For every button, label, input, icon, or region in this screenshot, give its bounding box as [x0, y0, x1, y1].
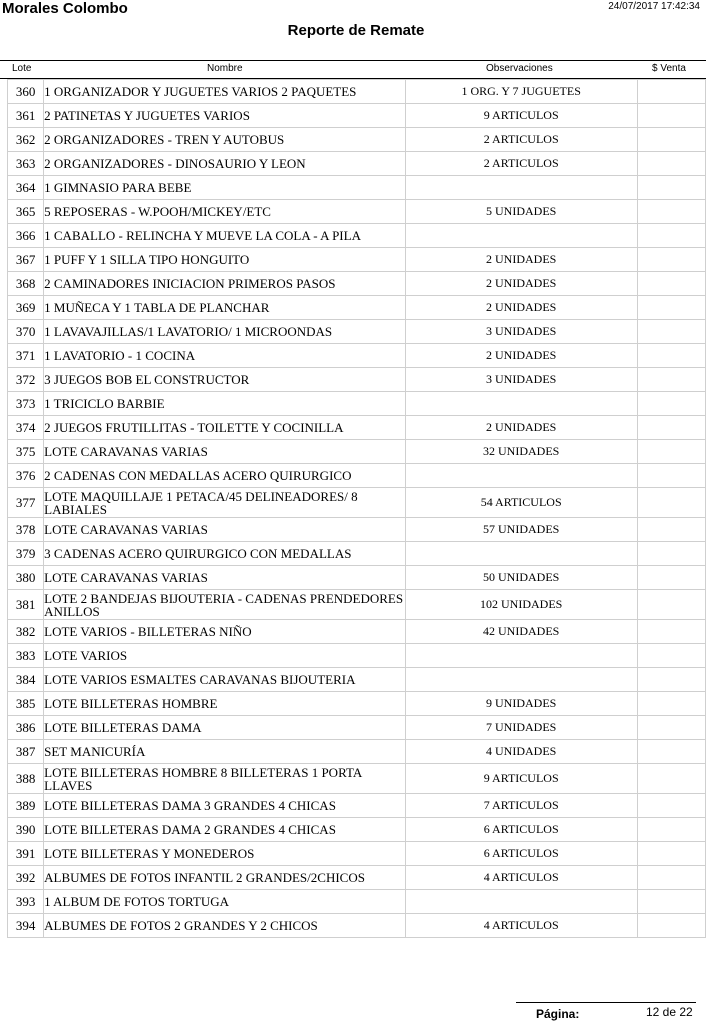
lot-sale-price — [637, 104, 705, 128]
column-header-row — [0, 60, 706, 79]
table-row — [8, 716, 706, 740]
table-row — [8, 440, 706, 464]
lot-observations-text: 54 ARTICULOS — [480, 495, 562, 509]
lot-sale-price — [637, 248, 705, 272]
lot-sale-price — [637, 200, 705, 224]
lot-observations — [405, 416, 637, 440]
lot-observations-text: 2 UNIDADES — [486, 252, 557, 266]
lot-number: 366 — [8, 224, 44, 248]
lot-number: 389 — [8, 794, 44, 818]
table-row — [8, 488, 706, 518]
lot-name: 1 LAVAVAJILLAS/1 LAVATORIO/ 1 MICROONDAS — [44, 320, 406, 344]
lot-name: 1 ORGANIZADOR Y JUGUETES VARIOS 2 PAQUETES — [44, 80, 406, 104]
lot-observations-text: 2 UNIDADES — [486, 348, 557, 362]
report-datetime: 24/07/2017 17:42:34 — [608, 1, 700, 12]
column-header-lote: Lote — [12, 63, 32, 74]
table-row — [8, 296, 706, 320]
column-header-observaciones: Observaciones — [486, 63, 553, 74]
lot-number: 365 — [8, 200, 44, 224]
lot-number: 391 — [8, 842, 44, 866]
lot-observations-text: 6 ARTICULOS — [483, 846, 559, 860]
lot-name: LOTE CARAVANAS VARIAS — [44, 566, 406, 590]
lot-sale-price — [637, 440, 705, 464]
lot-number: 386 — [8, 716, 44, 740]
table-row — [8, 200, 706, 224]
lot-observations — [405, 542, 637, 566]
lot-number: 370 — [8, 320, 44, 344]
lot-name: LOTE CARAVANAS VARIAS — [44, 518, 406, 542]
lot-observations — [405, 464, 637, 488]
lot-observations — [405, 320, 637, 344]
lot-sale-price — [637, 644, 705, 668]
lot-observations — [405, 914, 637, 938]
lot-sale-price — [637, 716, 705, 740]
lot-observations-text: 7 UNIDADES — [486, 720, 557, 734]
lot-observations-text: 2 ARTICULOS — [483, 132, 559, 146]
lot-number: 377 — [8, 488, 44, 518]
lot-observations — [405, 692, 637, 716]
lot-observations-text: 3 UNIDADES — [486, 324, 557, 338]
table-row — [8, 392, 706, 416]
lot-observations-text: 9 ARTICULOS — [483, 108, 559, 122]
lot-observations — [405, 518, 637, 542]
lot-observations-text: 50 UNIDADES — [483, 570, 560, 584]
lot-sale-price — [637, 416, 705, 440]
table-row — [8, 866, 706, 890]
lot-number: 375 — [8, 440, 44, 464]
lot-number: 364 — [8, 176, 44, 200]
lot-number: 384 — [8, 668, 44, 692]
lot-name: 2 ORGANIZADORES - DINOSAURIO Y LEON — [44, 152, 406, 176]
report-title: Reporte de Remate — [287, 22, 425, 39]
lot-observations-text: 5 UNIDADES — [486, 204, 557, 218]
lot-sale-price — [637, 368, 705, 392]
lot-observations-text: 9 UNIDADES — [486, 696, 557, 710]
table-row — [8, 590, 706, 620]
lot-number: 374 — [8, 416, 44, 440]
lot-number: 390 — [8, 818, 44, 842]
lot-name: LOTE BILLETERAS HOMBRE 8 BILLETERAS 1 PORTA LLAVES — [44, 764, 406, 794]
lot-observations-text: 2 ARTICULOS — [483, 156, 559, 170]
column-header-nombre: Nombre — [207, 63, 243, 74]
lot-observations-text: 6 ARTICULOS — [483, 822, 559, 836]
lot-name: ALBUMES DE FOTOS INFANTIL 2 GRANDES/2CHICOS — [44, 866, 406, 890]
lot-number: 383 — [8, 644, 44, 668]
lot-name: ALBUMES DE FOTOS 2 GRANDES Y 2 CHICOS — [44, 914, 406, 938]
lot-name: 3 JUEGOS BOB EL CONSTRUCTOR — [44, 368, 406, 392]
lot-name: LOTE BILLETERAS HOMBRE — [44, 692, 406, 716]
company-name: Morales Colombo — [2, 0, 128, 17]
lot-name: 1 MUÑECA Y 1 TABLA DE PLANCHAR — [44, 296, 406, 320]
lot-number: 392 — [8, 866, 44, 890]
lot-name: 3 CADENAS ACERO QUIRURGICO CON MEDALLAS — [44, 542, 406, 566]
lot-observations — [405, 794, 637, 818]
auction-table-body — [8, 80, 706, 938]
lot-sale-price — [637, 890, 705, 914]
table-row — [8, 104, 706, 128]
table-row — [8, 890, 706, 914]
table-row — [8, 344, 706, 368]
lot-sale-price — [637, 866, 705, 890]
lot-number: 388 — [8, 764, 44, 794]
table-row — [8, 128, 706, 152]
lot-number: 387 — [8, 740, 44, 764]
lot-sale-price — [637, 692, 705, 716]
lot-observations — [405, 296, 637, 320]
lot-name: LOTE BILLETERAS DAMA 3 GRANDES 4 CHICAS — [44, 794, 406, 818]
lot-name: LOTE VARIOS — [44, 644, 406, 668]
table-row — [8, 176, 706, 200]
lot-number: 372 — [8, 368, 44, 392]
lot-observations — [405, 842, 637, 866]
lot-name: 2 CADENAS CON MEDALLAS ACERO QUIRURGICO — [44, 464, 406, 488]
lot-number: 361 — [8, 104, 44, 128]
lot-observations-text: 4 ARTICULOS — [483, 918, 559, 932]
lot-observations — [405, 248, 637, 272]
table-row — [8, 272, 706, 296]
lot-name: LOTE BILLETERAS DAMA 2 GRANDES 4 CHICAS — [44, 818, 406, 842]
table-row — [8, 818, 706, 842]
lot-sale-price — [637, 566, 705, 590]
lot-number: 363 — [8, 152, 44, 176]
table-row — [8, 248, 706, 272]
lot-name: 2 CAMINADORES INICIACION PRIMEROS PASOS — [44, 272, 406, 296]
lot-number: 382 — [8, 620, 44, 644]
lot-observations — [405, 344, 637, 368]
lot-observations-text: 2 UNIDADES — [486, 420, 557, 434]
table-row — [8, 518, 706, 542]
lot-observations-text: 2 UNIDADES — [486, 300, 557, 314]
table-row — [8, 80, 706, 104]
table-row — [8, 224, 706, 248]
lot-observations — [405, 104, 637, 128]
lot-number: 373 — [8, 392, 44, 416]
lot-observations — [405, 224, 637, 248]
lot-observations — [405, 566, 637, 590]
table-row — [8, 842, 706, 866]
lot-observations-text: 9 ARTICULOS — [483, 771, 559, 785]
lot-sale-price — [637, 128, 705, 152]
lot-observations — [405, 176, 637, 200]
lot-observations — [405, 200, 637, 224]
table-row — [8, 464, 706, 488]
lot-observations-text: 4 ARTICULOS — [483, 870, 559, 884]
lot-observations-text: 3 UNIDADES — [486, 372, 557, 386]
page-number: 12 de 22 — [646, 1005, 693, 1019]
lot-name: LOTE VARIOS ESMALTES CARAVANAS BIJOUTERIA — [44, 668, 406, 692]
lot-observations-text: 1 ORG. Y 7 JUGUETES — [461, 84, 581, 98]
lot-sale-price — [637, 80, 705, 104]
lot-observations-text: 4 UNIDADES — [486, 744, 557, 758]
lot-name: 1 PUFF Y 1 SILLA TIPO HONGUITO — [44, 248, 406, 272]
lot-number: 368 — [8, 272, 44, 296]
table-row — [8, 692, 706, 716]
lot-name: LOTE BILLETERAS Y MONEDEROS — [44, 842, 406, 866]
lot-observations-text: 7 ARTICULOS — [483, 798, 559, 812]
lot-sale-price — [637, 272, 705, 296]
footer-divider — [516, 1002, 696, 1003]
lot-name: LOTE MAQUILLAJE 1 PETACA/45 DELINEADORES/ 8 LABIALES — [44, 488, 406, 518]
table-row — [8, 764, 706, 794]
table-row — [8, 620, 706, 644]
lot-sale-price — [637, 542, 705, 566]
lot-sale-price — [637, 818, 705, 842]
lot-sale-price — [637, 320, 705, 344]
lot-observations — [405, 368, 637, 392]
lot-name: 1 LAVATORIO - 1 COCINA — [44, 344, 406, 368]
lot-number: 371 — [8, 344, 44, 368]
lot-number: 379 — [8, 542, 44, 566]
lot-number: 378 — [8, 518, 44, 542]
lot-name: 5 REPOSERAS - W.POOH/MICKEY/ETC — [44, 200, 406, 224]
lot-observations-text: 2 UNIDADES — [486, 276, 557, 290]
lot-sale-price — [637, 296, 705, 320]
lot-sale-price — [637, 392, 705, 416]
lot-number: 376 — [8, 464, 44, 488]
lot-observations — [405, 152, 637, 176]
lot-name: 1 TRICICLO BARBIE — [44, 392, 406, 416]
lot-observations — [405, 590, 637, 620]
lot-observations — [405, 890, 637, 914]
lot-sale-price — [637, 914, 705, 938]
lot-name: LOTE VARIOS - BILLETERAS NIÑO — [44, 620, 406, 644]
lot-sale-price — [637, 794, 705, 818]
page-label: Página: — [536, 1007, 580, 1021]
lot-name: 1 GIMNASIO PARA BEBE — [44, 176, 406, 200]
lot-name: 2 PATINETAS Y JUGUETES VARIOS — [44, 104, 406, 128]
lot-number: 362 — [8, 128, 44, 152]
table-row — [8, 644, 706, 668]
lot-observations — [405, 716, 637, 740]
lot-observations — [405, 740, 637, 764]
table-row — [8, 794, 706, 818]
lot-observations — [405, 620, 637, 644]
lot-name: 1 CABALLO - RELINCHA Y MUEVE LA COLA - A PILA — [44, 224, 406, 248]
lot-observations — [405, 272, 637, 296]
lot-sale-price — [637, 518, 705, 542]
auction-table — [7, 79, 706, 938]
lot-sale-price — [637, 842, 705, 866]
lot-observations — [405, 818, 637, 842]
lot-number: 393 — [8, 890, 44, 914]
lot-sale-price — [637, 152, 705, 176]
lot-number: 367 — [8, 248, 44, 272]
lot-name: 2 ORGANIZADORES - TREN Y AUTOBUS — [44, 128, 406, 152]
lot-name: LOTE 2 BANDEJAS BIJOUTERIA - CADENAS PRENDEDORES ANILLOS — [44, 590, 406, 620]
lot-sale-price — [637, 464, 705, 488]
lot-observations-text: 42 UNIDADES — [483, 624, 560, 638]
lot-name: LOTE BILLETERAS DAMA — [44, 716, 406, 740]
lot-observations — [405, 488, 637, 518]
lot-observations-text: 57 UNIDADES — [483, 522, 560, 536]
column-header-venta: $ Venta — [652, 63, 686, 74]
table-row — [8, 740, 706, 764]
lot-name: SET MANICURÍA — [44, 740, 406, 764]
lot-sale-price — [637, 668, 705, 692]
lot-number: 385 — [8, 692, 44, 716]
table-row — [8, 668, 706, 692]
lot-name: 1 ALBUM DE FOTOS TORTUGA — [44, 890, 406, 914]
lot-observations — [405, 644, 637, 668]
lot-observations-text: 102 UNIDADES — [480, 597, 563, 611]
lot-number: 380 — [8, 566, 44, 590]
lot-number: 360 — [8, 80, 44, 104]
table-row — [8, 368, 706, 392]
lot-number: 369 — [8, 296, 44, 320]
lot-observations — [405, 440, 637, 464]
lot-number: 381 — [8, 590, 44, 620]
table-row — [8, 914, 706, 938]
lot-sale-price — [637, 488, 705, 518]
lot-sale-price — [637, 590, 705, 620]
lot-observations — [405, 392, 637, 416]
lot-observations — [405, 866, 637, 890]
table-row — [8, 320, 706, 344]
lot-observations — [405, 80, 637, 104]
table-row — [8, 152, 706, 176]
lot-sale-price — [637, 620, 705, 644]
table-row — [8, 566, 706, 590]
lot-sale-price — [637, 740, 705, 764]
table-row — [8, 416, 706, 440]
lot-name: LOTE CARAVANAS VARIAS — [44, 440, 406, 464]
lot-sale-price — [637, 344, 705, 368]
table-row — [8, 542, 706, 566]
lot-number: 394 — [8, 914, 44, 938]
lot-name: 2 JUEGOS FRUTILLITAS - TOILETTE Y COCINILLA — [44, 416, 406, 440]
lot-sale-price — [637, 176, 705, 200]
lot-observations — [405, 668, 637, 692]
lot-sale-price — [637, 224, 705, 248]
lot-observations — [405, 764, 637, 794]
lot-observations-text: 32 UNIDADES — [483, 444, 560, 458]
lot-observations — [405, 128, 637, 152]
lot-sale-price — [637, 764, 705, 794]
